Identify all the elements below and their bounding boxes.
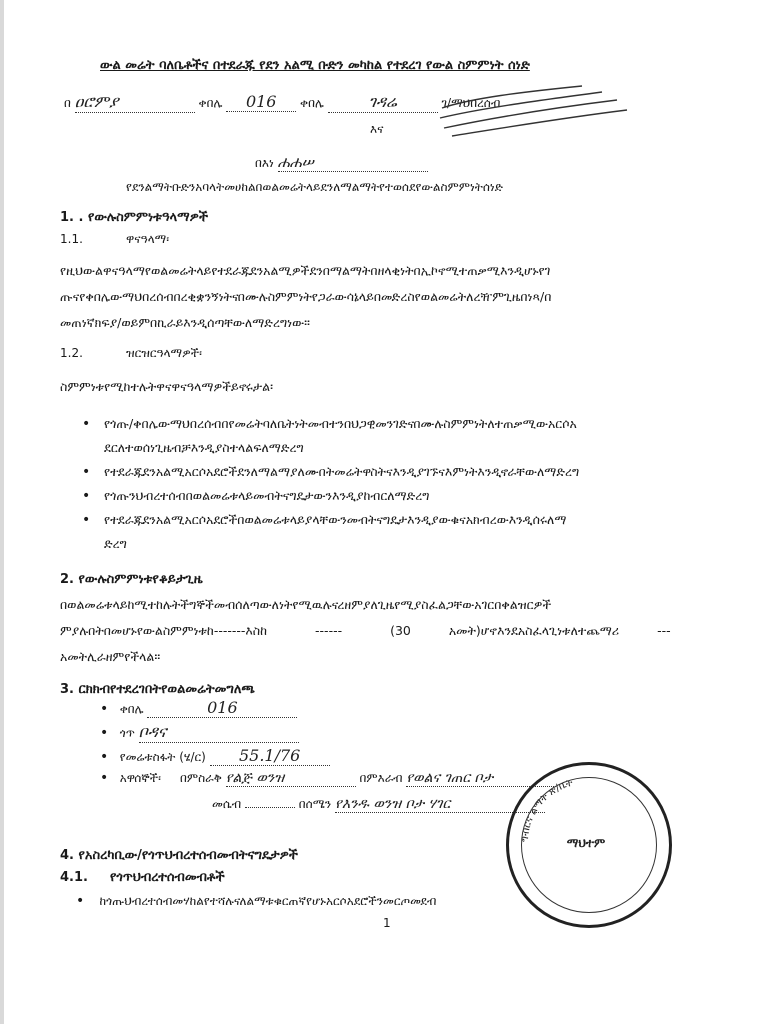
- association-suffix: ገ/ማህበረሰብ: [441, 96, 501, 110]
- list-item: • የጎጡ/ቀበሌውማህበረሰብበየመሬትባለቤትነትመብተንበህጋዊመንገድናበሙሉስምምነትለተጠቃሚውአርሶአ ደርለተወሰነጊዜብቻእንዲያስተላልፍለማድረግ: [82, 412, 579, 460]
- handwritten-area: 55.1/76: [210, 746, 330, 766]
- body-line: የዚህውልዋናዓላማየወልመሬትላይየተደራጁደንአልሚዎችደንበማልማትበዘላቂነትበኢኮኖሚተጠቃሚእንዲሆኑየገ: [60, 263, 551, 278]
- handwritten-kebele-no: 016: [226, 92, 296, 112]
- document-subtitle: የደንልማትቡድንአባላትመሀከልበወልመሬትላይደንለማልማትየተወሰደየውልስምምነትሰነድ: [126, 180, 503, 194]
- handwritten-kebele: 016: [147, 698, 297, 718]
- gote-row: • ጎጥ ቦዳና: [100, 722, 299, 743]
- handwritten-west: የወልና ገጠር ቦታ: [406, 770, 556, 787]
- east-label: በምስራቅ: [180, 771, 222, 785]
- section3-heading: 3. ርክክብየተደረገበትየወልመሬትመግለጫ: [60, 682, 255, 697]
- section2-body: [60, 592, 671, 670]
- body-line: ምያሉበትበመሆኑየውልስምምነቱከ-------እስከ ------ (30 አመት)ሆኖእንደአስፈላጊነቱለተጨማሪ ---: [60, 623, 671, 638]
- section1-2-number: 1.2.: [60, 346, 83, 360]
- section4-heading: 4. የአስረካቢው/የጎጥህብረተሰብመብትናግዴታዎች: [60, 848, 298, 863]
- handwritten-group-name: ሐሐሠ: [278, 153, 428, 172]
- section1-1-body: [60, 258, 551, 336]
- svg-text:ግብርና ልማት ጽ/ቤት: [520, 778, 574, 843]
- section1-1-number: 1.1.: [60, 232, 83, 246]
- section4-1-number: 4.1.: [60, 870, 88, 885]
- north-south-row: [212, 796, 545, 813]
- kebele-row: • ቀበሌ 016: [100, 698, 297, 718]
- and-word: እና: [370, 122, 384, 136]
- section4-1-title: የጎጥህብረተሰብመብቶች: [110, 870, 225, 885]
- body-line: አመትሊራዘምየችላል።: [60, 649, 161, 664]
- group-line: [255, 153, 428, 172]
- area-field-label: የመሬቱስፋት (ሄ/ር): [119, 750, 206, 764]
- section1-2-intro: ስምምነቱየሚከተሉትዋናዋናዓላማዎችይኖሩታል፡: [60, 379, 274, 394]
- kebele-label: ቀበሌ: [300, 96, 324, 110]
- section1-heading: 1. . የውሉስምምነቱዓላማዎች: [60, 210, 209, 225]
- handwritten-east: የልጅ ወንዝ: [226, 770, 356, 787]
- registration-stamp: [432, 78, 632, 140]
- stamp-center-text: ማህተም: [566, 836, 606, 850]
- party-prefix: በ: [64, 96, 71, 110]
- west-label: በምእራብ: [359, 771, 403, 785]
- section1-2-title: ዝርዝርዓላማዎች፡: [126, 346, 202, 360]
- document-title: ውል መሬት ባለቤቶችና በተደራጁ የደን አልሚ ቡድን መካከል የተደረገ የውል ስምምነት ሰነድ: [100, 58, 530, 73]
- list-item: • የጎጡንህብረተሰብበወልመሬቱላይመብትናግዴታውንእንዲያከብርለማድረግ: [82, 484, 579, 508]
- page-number: 1: [383, 916, 391, 930]
- stamp-ring-icon: [509, 765, 663, 919]
- section2-heading: 2. የውሉስምምነቱየቆይታጊዜ: [60, 572, 203, 587]
- body-line: ጡናየቀበሌውማህበረሰብበረቂቋንኝነትናበሙሉስምምነትየጋራውሳኔላይበመድረስየወልመሬትለረዥምጊዜበነጻ/በ: [60, 289, 552, 304]
- section1-1-title: ዋናዓላማ፡: [126, 232, 170, 246]
- kebele-no-label: ቀበሌ: [198, 96, 223, 110]
- stamp-ring-text: ግብርና ልማት ጽ/ቤት: [519, 777, 575, 843]
- scan-edge: [0, 0, 4, 1024]
- handwritten-region: ዐሮምያ: [75, 92, 195, 113]
- boundaries-row: • አዋሰኞች፡ በምስራቅ የልጅ ወንዝ በምእራብ የወልና ገጠር ቦታ: [100, 770, 556, 787]
- area-row: • የመሬቱስፋት (ሄ/ር) 55.1/76: [100, 746, 330, 766]
- section4-1-item: • ከጎጡህብረተሰብመሃከልየተሻሉናለልማቱቁርጠኛየሆኑአርሶአደሮችንመርጦመደብ: [76, 893, 437, 909]
- body-line: በወልመሬቱላይከሚተከሉትችግኞችመብሰለጣውለነትየሚዉሉናረዘምያለጊዜየሚያስፈልጋቸውአገርበቀልዝርዎች: [60, 597, 552, 612]
- gote-field-label: ጎጥ: [119, 726, 135, 740]
- handwritten-north: የእንዱ ወንዝ ቦታ ሃገር: [335, 796, 545, 813]
- kebele-field-label: ቀበሌ: [119, 702, 144, 716]
- list-item: • የተደራጁደንአልሚአርሶአደሮችደንለማልማያለሙበትመሬትዋስትናእንዲያገኙናእምነትእንዲኖራቸውለማድረግ: [82, 460, 579, 484]
- handwritten-kebele-name: ገዳሬ: [328, 92, 438, 113]
- south-label: መሴብ: [212, 797, 242, 811]
- official-stamp: [506, 762, 672, 928]
- between-prefix: በእነ: [255, 156, 274, 170]
- list-item: • የተደራጁደንአልሚአርሶአደሮችበወልመሬቱላይያላቸውንመብትናግዴታእንዲያውቁናአክብረውእንዲሰሩለማ ድረግ: [82, 508, 579, 556]
- section1-2-list: [82, 412, 579, 556]
- handwritten-gote: ቦዳና: [139, 722, 299, 743]
- body-line: መጠነኛክፍያ/ወይምበኪራይእንዲሰጣቸውለማድረግነው።: [60, 315, 310, 330]
- north-label: በሰሜን: [298, 797, 332, 811]
- boundaries-label: አዋሰኞች፡: [119, 771, 161, 785]
